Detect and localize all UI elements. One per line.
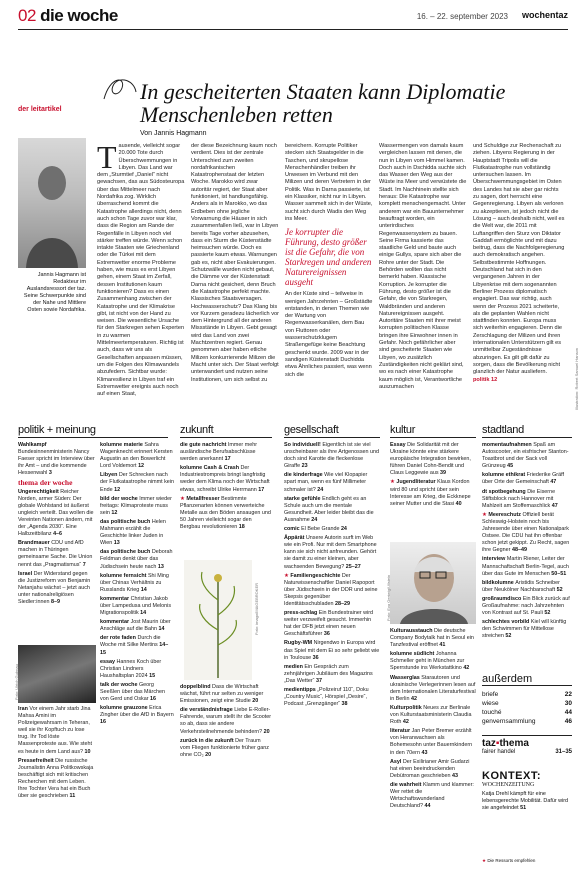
article-col-3: bereichern. Korrupte Politiker stecken sich Staatsgelder in die Taschen, und skrupellose Menschenhändler treiben ihr Unwesen im Verbund mit den Milizen und deren Vertretern in der Politik. Was in Darna passierte, ist ein Klassiker, nicht nur in Libyen. Wasser sammelt sich in der Wüste, sucht sich durch Wadis den Weg ins Meer. Je korrupter die Führung, desto größer ist die Gefahr, die von Starkregen und anderen Naturereignissen ausgeht An der Küste sind – teilweise in wenigen Jahrzehnten – Großstädte entstanden, in denen Themen wie der Wartung von Regenwasserkanälen, dem Bau von Fluttoren oder wasserschutzklugem Straßengefüge keine Beachtung geschenkt wurde. 2009 war in der sandigen Küstenstadt Duchidda etwa Ähnliches passiert, was wenn sich die: [285, 143, 373, 378]
protest-photo: [18, 645, 96, 703]
swirl-ornament: [100, 74, 140, 104]
drop-cap: T: [97, 143, 117, 175]
teaser-item[interactable]: kolumne ethikrat Friederike Gräff über Orte der Gemeinschaft 47: [482, 472, 564, 486]
teaser-item[interactable]: Kulturausstauch Die deutsche Company Bodytalk hat in Seoul ein Tanzfestival eröffnet 41: [390, 628, 474, 649]
teaser-item[interactable]: ★ Metallfresser Bestimmte Pflanzenarten können verwerteiche Metalle aus den Böden ansaugen und 50 Jahren vielleicht sogar den Bergbau revolutionieren 18: [180, 495, 271, 531]
article-col-2: der diese Bezeichnung kaum noch verdient. Dies ist der zentrale Unterschied zum zweiten nordafrikanischen Katastrophenstaat der letzten Woche. Marokko wird zwar autoritär regiert, der Staat aber funktioniert, ist handlungsfähig. Anders als in Marokko, wo das Erdbeben ohne jegliche Vorwarnung die Häuser in sich zusammenfallen ließ, war in Libyen bereits Tage vorher abzusehen, dass ein Sturm die Küstenstädte heimsuchen würde. Doch es passierte kaum etwas. Warnungen gab es, nicht aber Evakuierungen. Schutzwälle wurden nicht gebaut, die Dämme vor der Küstenstadt Darna nicht gesichert, denn Bruch die Katastrophe perfekt machte. Klassisches Staatsversagen. Hochwasserschutz? Das Klang bis vor Kurzem geradezu lächerlich vor dem Hintergrund all der anderen Missstände in Libyen. Gebt gesagt wird das Land von zwei Machtzentren regiert. Genau genommen aber haben etliche Milizen konkurrierende Milizen die Macht unter sich. Der Staat verfolgt unterwandert und nutzen seine Institutionen, um sich selbst zu: [191, 143, 279, 383]
byline: Von Jannis Hagmann: [140, 130, 207, 137]
plant-illustration: [184, 560, 252, 680]
teaser-item[interactable]: großraumdisco Ein Blick zurück auf Großaufnahme: nach Jahrzehnten von Kontrast auf St. Pauli 52: [482, 595, 570, 617]
teaser-item[interactable]: Wasserglas Starautoren und ukrainische Verlegerinnen lesen auf dem Internationalen Literaturfestival in Berlin 42: [390, 674, 476, 702]
teaser-item[interactable]: bild der woche Immer wieder freitags: Klimaproteste muss sein 12: [100, 495, 172, 516]
teaser-item[interactable]: die verständnisfrage Liebe E-Roller-Fahrende, warum stellt ihr die Scooter so ab, dass sie andere Verkehrsteilnehmende behindern? 20: [180, 707, 272, 735]
teaser-item[interactable]: Pressefreiheit Die russische Journalistin Anna Politkowskaja beschäftigt sich mit kritischen Recherchen mit dem Leben. Ihre Tochter Vera hat ein Buch über sie geschrieben 11: [18, 757, 94, 800]
teaser-item[interactable]: kolumne südlicht Johanna Schmeller geht in München zur Sperrstunde ins Werkstattkino 42: [390, 651, 470, 672]
teaser-item[interactable]: bildkolumne Aristidis Schneiber über Neukölner Nachbarschaft 52: [482, 579, 563, 593]
teaser-item[interactable]: interview Martin Riener, Leiter der Mannschaftschaft Berlin-Tegel, auch über das Gute im Menschen 50–51: [482, 556, 569, 577]
footnote: ★ Die Ressorts empfehlen: [482, 858, 536, 863]
leitartikel-tag: der leitartikel: [18, 106, 62, 113]
photo-credit-zukunft: Foto: imago/IMAGEBROKER: [254, 582, 259, 635]
star-icon: ★: [180, 495, 187, 502]
teaser-item[interactable]: ★ Familiengeschichte Der Naturwissenschaftler Daniel Rapoport über Jüdischsein in der DDR und seine Skepsis gegenüber Identitätsschubladen 28–29: [284, 572, 378, 607]
photo-credit-kultur: Foto: Eva Oertwig/Ullstein: [386, 574, 391, 621]
teaser-item[interactable]: kolumne materie Sahra Wagenknecht erinnert Kersten Augustin an den Bowerlicht Lord Voldemort 12: [100, 442, 173, 470]
teaser-item[interactable]: talk der woche Georg Seeßlen über das Märchen von Gerd und Oskar 16: [100, 681, 166, 703]
teaser-item[interactable]: comic El Bebe Grande 24: [284, 526, 347, 533]
star-icon: ★: [284, 572, 291, 579]
zukunft-col: [180, 442, 272, 560]
article-col-5: und Schuldige zur Rechenschaft zu ziehen. Libyens Regierung in der Hauptstadt Tripolis will die Flutkatastrophe nun vollständig untersuchen lassen. Im Überschwemmungsgebiet im Osten des Landes hat sie aber gar nichts zu sagen, dort herrscht eine Gegenregierung. Libyen als verloren zu akzeptieren, ist jedoch nicht die Lösung – auch deshalb nicht, weil es die Welt war, die 2011 mit Luftangriffen den Sturz von Diktator Gaddafi ermöglichte und mit dazu beitrug, dass die Nachfolgeregierung auch demokratisch angehen. Selbstbestimmte Hoffnungen. Deutschland hat sich in den vergangenen Jahren in der Libyenkrise mit dem sogenannten Berliner Prozess diplomatisch engagiert. Das war richtig, auch wenn der Prozess 2021 scheiterte, als die geplanten Wahlen nicht stattfinden konnten. Europa muss sich weiterhin engagieren. Denn die Zerschlagung der Milizen und ihren internationalen Unterstützern gilt es unmittelbar Zugeständnisse abzuringen. Es gilt gilt dafür zu sorgen, dass die Bevölkerung nicht glanzlich der Natur ausliefern. politik 12: [473, 143, 565, 383]
illustration-credit: Illustration: Robert Samuel Hanson: [574, 347, 579, 410]
section-gesellschaft: gesellschaft: [284, 420, 380, 438]
page-header: [18, 6, 568, 30]
ausserdem-toc: [482, 690, 572, 726]
teaser-item[interactable]: Ungerechtigkeit Reicher Norden, armer Süden: Der globale Wohlstand ist äußerst ungleich verteilt. Das wollen die Vereinten Nationen ändern, mit der „Agenda 2030“. Eine Halbzeitbilanz 4–6: [18, 488, 94, 538]
teaser-item[interactable]: Iran Vor einem Jahr starb Jina Mahsa Amini im Polizeigewahrsam in Teheran, weil sie ihr Kopftuch zu lose trug. Ihr Tod löste Massenproteste aus. Wie steht es heute in dem Land aus? 10: [18, 706, 93, 755]
section-zukunft: zukunft: [180, 420, 272, 438]
kultur-col: [390, 442, 476, 540]
teaser-item[interactable]: Wahlkampf Bundesinnenministerin Nancy Faeser spricht im Interview über ihr Amt – und die kommende Hessenwahl 3: [18, 442, 95, 477]
toc-row[interactable]: touché 44: [482, 709, 572, 716]
teaser-item[interactable]: kommentar Jost Maurin über Anschläge auf die Bahn 14: [100, 619, 171, 633]
kontext-box[interactable]: KONTEXT: WOCHENZEITUNG Katja Drehl kämpft für eine lebensgerechte Mobilität. Dafür wird sie angefeindet 51: [482, 770, 568, 811]
politik-col-1b: [18, 706, 96, 866]
teaser-item[interactable]: der rote faden Durch die Woche mit Silke Mertins 14–15: [100, 635, 169, 656]
teaser-item[interactable]: medien Ein Gespräch zum zehnjährigen Jubiläum des Magazins „Das Wetter“ 37: [284, 663, 373, 684]
teaser-item[interactable]: medientipps „Polizeiruf 110“, Doku „Country Music“, Hörspiel „Desire“, Podcast „Grenzgänger“ 38: [284, 687, 369, 708]
lead-article: [97, 143, 572, 411]
pull-quote: Je korrupter die Führung, desto größer ist die Gefahr, die von Starkregen und anderen Naturereignissen ausgeht: [285, 227, 372, 288]
lead-headline[interactable]: In gescheiterten Staaten kann Diplomatie Menschenleben retten: [140, 79, 506, 127]
section-kultur: kultur: [390, 420, 476, 438]
brand-logo[interactable]: wochentaz: [521, 10, 568, 20]
stadtland-col: [482, 442, 572, 670]
teaser-item[interactable]: kommentar Christian Jakob über Lampedusa und Melonis Migrationspolitik 14: [100, 595, 172, 617]
toc-row[interactable]: genvernsammlung 46: [482, 718, 572, 725]
teaser-item[interactable]: Asyl Der Exilirianer Amir Gudarzi hat einen beeindruckenden Debütroman geschrieben 43: [390, 758, 470, 779]
teaser-item[interactable]: essay Hannes Koch über Christian Lindners Haushaltsplan 2024 15: [100, 658, 162, 679]
politik-col-1: [18, 442, 96, 642]
teaser-item[interactable]: starke gefühle Endlich geht es an Schule auch um die mentale Gesundheit. Aber leider bleibt das die Ausnahme 24: [284, 495, 374, 523]
teaser-item[interactable]: die wahrheit Klamm und klammer: Wer rettet die Wirtschaftswunderland Deutschland? 44: [390, 781, 474, 810]
issue-date: 16. – 22. september 2023: [416, 12, 508, 21]
teaser-item[interactable]: Libyen Der Schrecken nach der Flutkatastrophe nimmt kein Ende 12: [100, 472, 174, 493]
kultur-col-b: [390, 628, 476, 864]
zukunft-col-b: [180, 684, 272, 864]
teaser-item[interactable]: Brandmauer CDU und AfD machen in Thüringen gemeinsame Sache. Die Union nennt das „Pragmatismus“ 7: [18, 540, 93, 568]
photo-credit-politik: Foto: Ulrich Gubnau: [14, 664, 19, 700]
star-icon: ★: [482, 511, 489, 518]
teaser-item[interactable]: schlechtes vorbild Kiel will künftig den Schwimmen für Mittellose streichen 52: [482, 619, 567, 640]
politik-col-2: [100, 442, 174, 867]
article-col-4: Wassermengen von damals kaum vergleichen lassen mit denen, die nun in Libyen vom Himmel kamen. Doch auch in Dschidda suchte sich das Wasser den Weg aus der Wüste ins Meer und verwüstete die Stadt. Im Nachhinein stellte sich heraus: Die Katastrophe war komplett menschengemacht. Unter anderem war ein Bauunternehmer beauftragt worden, ein unterirdisches Regenwassersystem zu bauen. Seine Firma kassierte das staatliche Geld und baute auch einige Gullys, spare sich aber die Rohre unter der Stadt. Die Behörden wollten das nicht bemerkt haben. Klassische Korruption. Je korrupter die Führung, desto größer ist die Gefahr, die von Starkregen, Waldbränden und anderen Naturereignissen ausgeht. Autoritäre Staaten mit ihrer meist korrupten politischen Klasse bringen ihre Einwohner innen in Gefahr. Noch gefährlicher aber sind gescheiterte Staaten wie Libyen, wo zusätzlich Zuständigkeiten nicht geklärt sind, wo es nach einer Katastrophe kaum möglich ist, Verantwortliche auszumachen: [379, 143, 467, 390]
toc-row[interactable]: wiese 30: [482, 700, 572, 707]
author-photo: [18, 138, 86, 268]
teaser-item[interactable]: ★ Meereschutz Offiziell berät Schleswig-Holstein noch bis Jahresende über einen Nationalpark Ostsee. Die CDU hat ihn offenbar schon jetzt gekippt. Zu Recht, sagen ihre Gegner 48–49: [482, 511, 570, 554]
teaser-item[interactable]: das politische buch Helen Mahmann erzählt die Geschichte linker Juden in Wien 13: [100, 518, 166, 547]
article-ref[interactable]: politik 12: [473, 376, 498, 383]
teaser-item[interactable]: literatur Jan Peter Bremer erzählt von Heranwachsen als Bohemesohn unter Bauernkindern in den 70ern 43: [390, 728, 473, 756]
section-politik: politik + meinung: [18, 420, 168, 438]
taz-thema-box[interactable]: taz▪thema fairer handel 31–35: [482, 735, 572, 755]
teaser-item[interactable]: press-schlag Ein Bundestrainer wird weiter verzweifelt gesucht. Immerhin hat der DFB jetzt einen neuen Geschäftsführer 36: [284, 610, 373, 638]
teaser-item[interactable]: So individuell! Eigentlich ist sie viel unscheinbarer als ihre Artgenossen und doch sind Karotte die fleckenlose Giraffe 23: [284, 442, 379, 470]
gesellschaft-col: [284, 442, 380, 867]
teaser-item[interactable]: Essay Die Solidarität mit der Ukraine könnte eine stärkere europäische Integration bewirken, führen Daniel Cohn-Bendit und Claus Leggewie aus 39: [390, 442, 471, 477]
teaser-item[interactable]: doppelblind Dass die Wirtschaft wächst, führt nur selten zu weniger Emissionen, zeigt eine Studie 20: [180, 684, 264, 705]
teaser-item[interactable]: Kulturpolitik Neues zur Berlinale von Kulturstaatsministerin Claudia Roth 42: [390, 704, 472, 726]
teaser-item[interactable]: zurück in die zukunft Der Traum vom Fliegen funktionierte früher ganz ohne CO₂ 20: [180, 737, 269, 758]
section-stadtland: stadtland: [482, 420, 572, 438]
teaser-item[interactable]: die kinderfrage Wie viel Klopapier spart man, wenn es fünf Millimeter schmaler ist? 24: [284, 472, 368, 493]
thema-heading: thema der woche: [18, 478, 73, 488]
teaser-item[interactable]: Äppärät Unsere Autorin surft im Web wie ein Profi. Nur mit dem Smartphone kann sie sich nicht anfreunden. Gehört sie damit zu einer kleinen, aber wachsenden Bewegung? 25–27: [284, 535, 377, 570]
teaser-item[interactable]: das politische buch Deborah Feldman denkt über das Jüdischsein heute nach 13: [100, 549, 173, 570]
teaser-item[interactable]: kolumne Cash & Crash Der Industriestrompreis bringt langfristig weder dem Klima noch der Wirtschaft etwas, schreibt Ulrike Herrmann 17: [180, 465, 270, 493]
teaser-item[interactable]: die gute nachricht Immer mehr ausländische Berufsabschlüsse werden anerkannt 17: [180, 442, 257, 463]
star-icon: ★: [390, 479, 397, 486]
teaser-item[interactable]: momentaufnahmen Spaß am Autoscooter, ein eisfrischer Stanton-Toastbrot und der Sack voll Grünzeug 45: [482, 442, 569, 470]
teaser-item[interactable]: Rugby-WM Nirgendwo in Europa wird das Spiel mit dem Ei so sehr geliebt wie in Toulouse 36: [284, 640, 380, 661]
teaser-item[interactable]: kolumne fernsicht Shi Ming über Chinas Verhältnis zu Russlands Krieg 14: [100, 572, 169, 593]
teaser-item[interactable]: Israel Der Widerstand gegen die Justizreform von Benjamin Netanjahu wächst – jetzt auch unter nationalreligiösen Siedler:innen 8–9: [18, 570, 91, 605]
teaser-item[interactable]: kolumne grauzone Erica Zingher über die AfD in Bayern 16: [100, 705, 174, 726]
teaser-item[interactable]: dt spotbegehung Die Eiserne Stiftsblock nach Hannover mit Mahlzeit am Stoffemaschlick 47: [482, 488, 558, 509]
author-caption: Jannis Hagmann ist Redakteur im Auslandsressort der taz. Seine Schwerpunkte sind der Nahe und Mittlere Osten sowie Nordafrika.: [23, 272, 86, 313]
toc-row[interactable]: briefe 22: [482, 691, 572, 698]
article-col-1: Tausende, vielleicht sogar 20.000 Tote durch Überschwemmungen in Libyen. Das Land war dem „Sturmtief „Daniel“ nicht gewachsen, das aus Südosteuropa über das Mittelmeer nach Nordafrika zog. Wirklich überraschend kommt die Katastrophe allerdings nicht, denn auch schon Tage zuvor war klar, dass die Region am Rande der Regenfälle in Libyen noch viel stärker treffen würde. Wenn schon intakte Staaten wie Griechenland oder die Türkei mit dem Extremwetter enorme Probleme haben, wie muss es erst Libyen gehen, einem Staat im Zerfall, dessen Institutionen kaum funktionieren? Dass es einen Zusammenhang zwischen der Katastrophe und der Klimakrise gibt, ist nicht von der Hand zu weisen. Die wesentliche Ursache für den Starkregen sehen Experten in zu warmen Mittelmeertemperaturen. Richtig ist auch, dass wir uns als Gesellschaften anpassen müssen, um die Folgen des Klimawandels abzufedern. Sichtbar wurde: Klimaresilienz in Libyen traf ein Extremwetter ereignis auch noch auf einen Staat,: [97, 143, 185, 398]
teaser-item[interactable]: ★ Jugendliteratur Klaus Kordon wird 80 und spricht über sein Interesse am Krieg, die Eckknepe seiner Mutter und die Stasi 40: [390, 479, 471, 507]
ausserdem-title: außerdem: [482, 673, 572, 686]
kordon-photo: [390, 542, 476, 624]
page-title: 02 die woche: [18, 6, 118, 25]
